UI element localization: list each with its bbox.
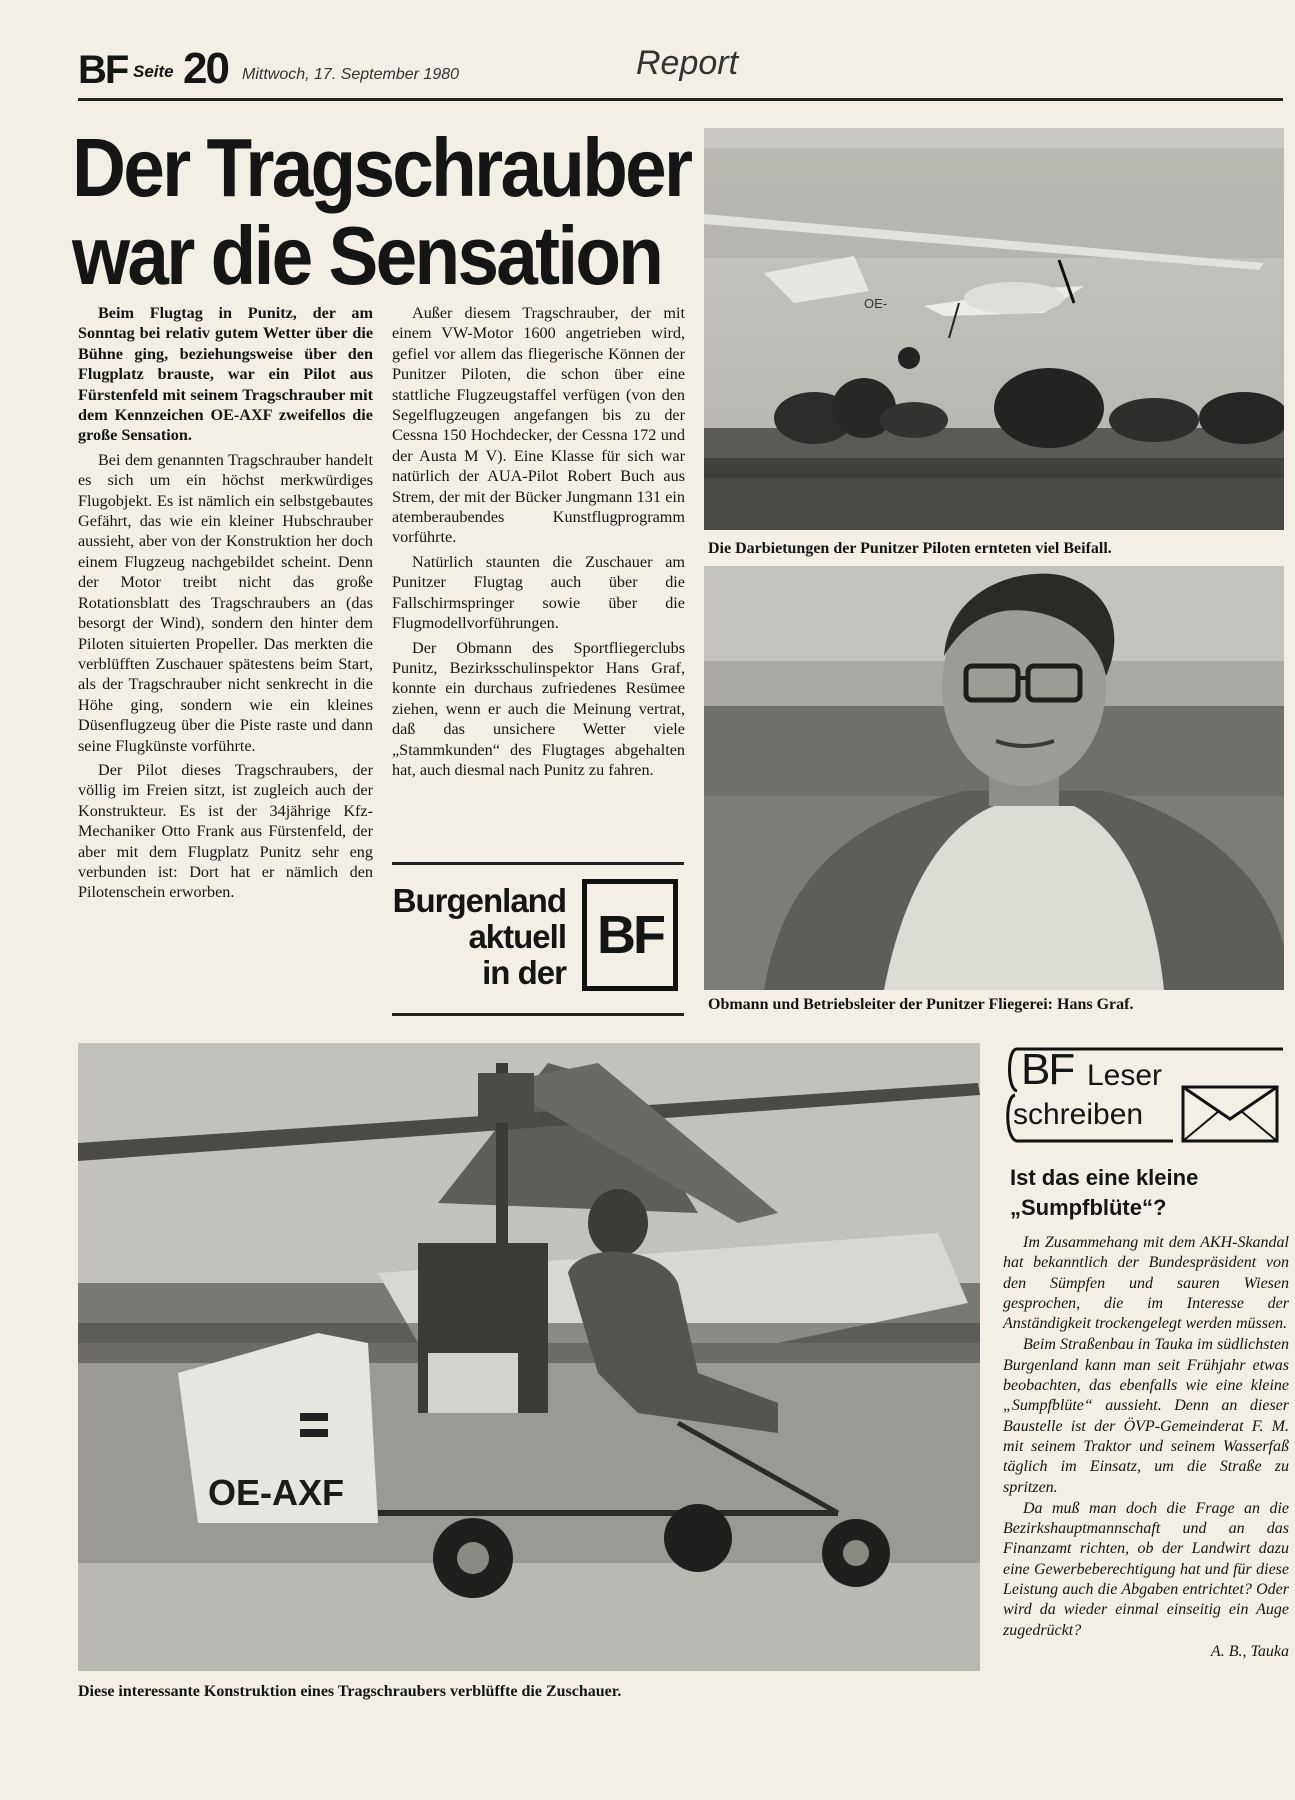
letters-logo-leser: Leser <box>1087 1059 1163 1092</box>
envelope-icon <box>1181 1085 1279 1143</box>
article-paragraph: Der Obmann des Sportfliegerclubs Punitz, Bezirksschulinspektor Hans Graf, konnte ein durchaus zufriedenes Resümee ziehen, wenn er auch die Meinung vertrat, daß das unsichere Wetter viele „Stammkunden“ des Flugtages abgehalten hat, auch diesmal nach Punitz zu fahren. <box>392 638 685 779</box>
letter-heading-line-2: „Sumpfblüte“? <box>1010 1195 1167 1220</box>
article-column-2 <box>392 303 685 784</box>
promo-line-3: in der <box>482 954 566 991</box>
promo-box <box>392 862 684 1016</box>
section-title: Report <box>636 44 739 82</box>
article-paragraph: Der Pilot dieses Tragschraubers, der völlig im Freien sitzt, ist zugleich auch der Konstrukteur. Es ist der 34jährige Kfz-Mechaniker Otto Frank aus Fürstenfeld, der aber mit dem Flugplatz Punitz sehr eng verbunden ist: Dort hat er nämlich den Pilotenschein erworben. <box>78 760 373 902</box>
letters-logo-bf: BF <box>1021 1045 1074 1094</box>
article-column-1 <box>78 303 373 907</box>
article-paragraph: Außer diesem Tragschrauber, der mit einem VW-Motor 1600 angetrieben wird, gefiel vor allem das fliegerische Können der Punitzer Piloten, die schon über eine stattliche Flugzeugstaffel verfügen (von den Segelflugzeugen angefangen bis zu der Cessna 150 Hochdecker, der Cessna 172 und der Austa M V). Eine Klasse für sich war natürlich der AUA-Pilot Robert Buch aus Strem, der mit der Bücker Jungmann 131 ein atemberaubendes Kunstflugprogramm vorführte. <box>392 304 685 547</box>
promo-logo: BF <box>582 879 678 991</box>
portrait-photo-image <box>704 566 1284 990</box>
letters-logo-schreiben: schreiben <box>1013 1098 1144 1131</box>
gyro-registration: OE-AXF <box>208 1472 345 1513</box>
gyrocopter-caption: Diese interessante Konstruktion eines Tragschraubers verblüffte die Zuschauer. <box>78 1683 622 1700</box>
page-label: Seite <box>133 62 174 81</box>
letter-body <box>1003 1233 1289 1662</box>
letter-heading <box>1010 1163 1290 1223</box>
issue-date: Mittwoch, 17. September 1980 <box>242 66 460 83</box>
headline-line-1: Der Tragschrauber <box>72 121 691 214</box>
letters-logo <box>1003 1043 1285 1147</box>
masthead-logo: BF <box>78 48 128 92</box>
portrait-caption: Obmann und Betriebsleiter der Punitzer Fliegerei: Hans Graf. <box>708 996 1134 1013</box>
article-paragraph: Natürlich staunten die Zuschauer am Punitzer Flugtag auch über die Fallschirmspringer sowie über die Flugmodellvorführungen. <box>392 552 685 633</box>
letter-heading-line-1: Ist das eine kleine <box>1010 1165 1199 1190</box>
letter-signature: A. B., Tauka <box>1210 1642 1289 1660</box>
article-lead: Beim Flugtag in Punitz, der am Sonntag bei relativ gutem Wetter über die Bühne ging, beziehungsweise über den Flugplatz brauste, war ein Pilot aus Fürstenfeld mit seinem Tragschrauber mit dem Kennzeichen OE-AXF zweifellos die große Sensation. <box>78 304 373 445</box>
article-headline <box>72 121 691 302</box>
plane-registration: OE- <box>864 296 888 311</box>
promo-line-2: aktuell <box>468 918 566 955</box>
letter-paragraph: Im Zusammehang mit dem AKH-Skandal hat bekanntlich der Bundespräsident von den Sümpfen und sauren Wiesen gesprochen, die im Interesse der Anständigkeit trockengelegt werden müssen. <box>1003 1234 1289 1333</box>
letter-paragraph: Da muß man doch die Frage an die Bezirkshauptmannschaft und an das Finanzamt richten, ob der Landwirt dazu eine Gewerbeberechtigung hat und für diese Leistung auch die Abgaben entrichtet? Oder wird da wieder einmal einseitig ein Auge zugedrückt? <box>1003 1499 1289 1639</box>
headline-line-2: war die Sensation <box>72 209 662 302</box>
gyrocopter-photo <box>78 1043 980 1671</box>
portrait-photo <box>704 566 1284 990</box>
airplane-photo-image <box>704 128 1284 530</box>
promo-line-1: Burgenland <box>392 882 566 919</box>
gyrocopter-photo-image <box>78 1043 980 1671</box>
promo-text <box>392 883 566 991</box>
airplane-photo <box>704 128 1284 530</box>
masthead-rule <box>78 98 1283 101</box>
article-paragraph: Bei dem genannten Tragschrauber handelt es sich um ein höchst merkwürdiges Flugobjekt. Es ist nämlich ein selbstgebautes Gefährt, das wie ein kleiner Hubschrauber aussieht, aber von der Konstruktion her doch einem Flugzeug nachgebildet scheint. Denn der Motor treibt nicht das große Rotationsblatt des Tragschraubers an (das besorgt der Wind), sondern den hinter dem Piloten situierten Propeller. Das merkten die verblüfften Zuschauer spätestens beim Start, als der Tragschrauber nicht senkrecht in die Höhe ging, sondern wie ein kleines Düsenflugzeug über die Piste raste und dann seine Flugkünste vorführte. <box>78 450 373 755</box>
airplane-caption: Die Darbietungen der Punitzer Piloten ernteten viel Beifall. <box>708 540 1112 557</box>
page-number: 20 <box>183 44 228 93</box>
letter-paragraph: Beim Straßenbau in Tauka im südlichsten Burgenland kann man seit Frühjahr etwas beobachten, das ebenfalls wie eine kleine „Sumpfblüte“ aussieht. Denn an dieser Baustelle ist der ÖVP-Gemeinderat F. M. mit seinem Traktor und seinem Wasserfaß täglich im Einsatz, um die Straße zu spritzen. <box>1003 1336 1289 1496</box>
